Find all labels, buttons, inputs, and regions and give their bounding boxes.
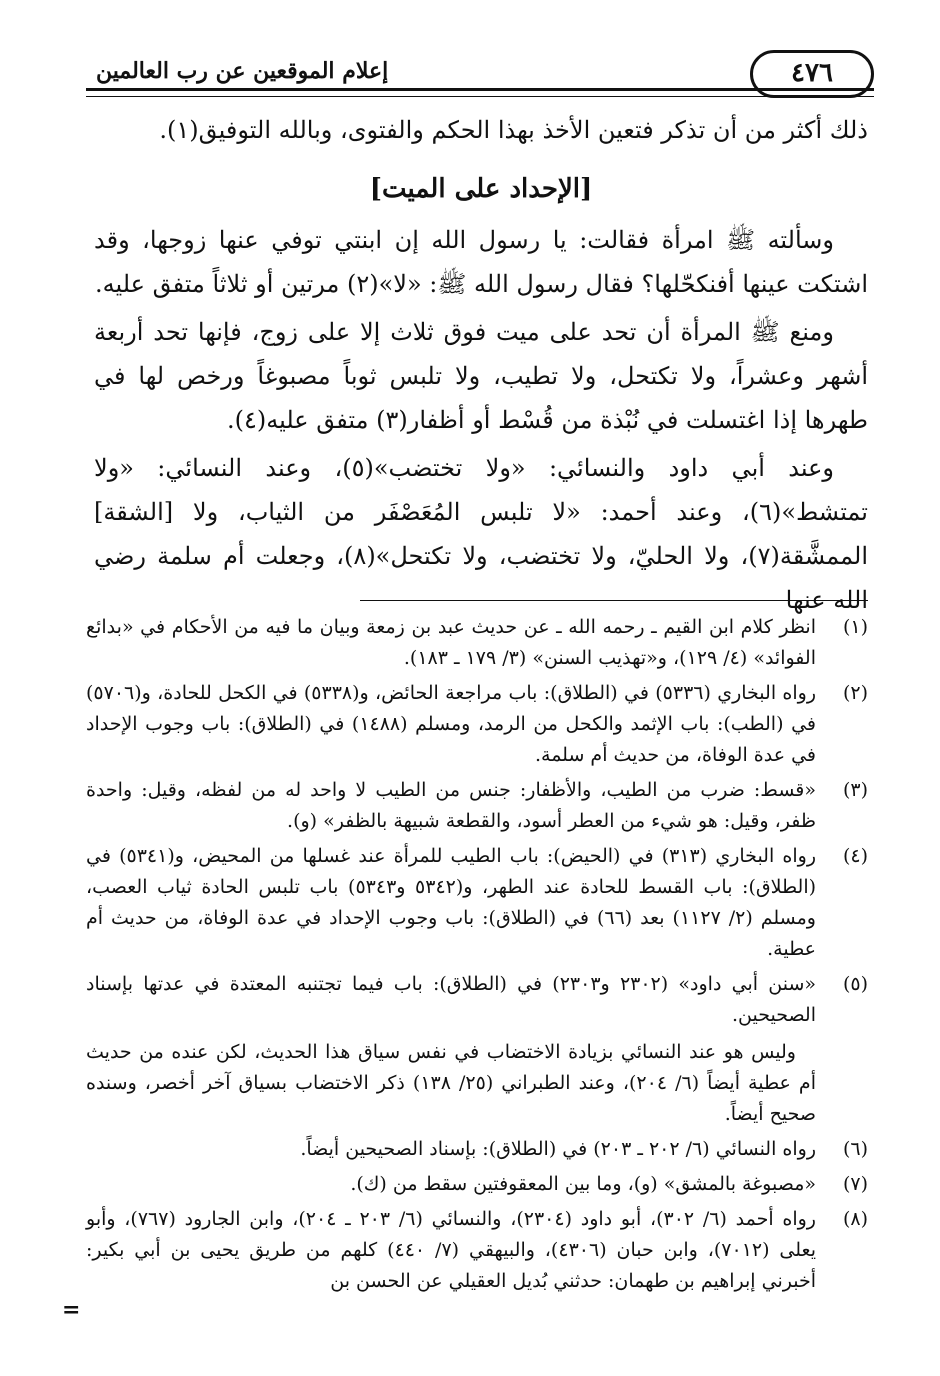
footnote-text: رواه البخاري (٣١٣) في (الحيض): باب الطيب للمرأة عند غسلها من المحيض، و(٥٣٤١) في (الطلاق): باب القسط للحادة عند الطهر، و(٥٣٤٢ و٥٣٤٣) باب تلبس الحادة ثياب العصب، ومسلم (٢/ ١١٢٧) بعد (٦٦) في (الطلاق): باب وجوب الإحداد في عدة الوفاة، من حديث أم عطية. [86, 845, 817, 960]
footnote-number: (٧) [842, 1173, 868, 1195]
footnote-text: رواه البخاري (٥٣٣٦) في (الطلاق): باب مراجعة الحائض، و(٥٣٣٨) في الكحل للحادة، و(٥٧٠٦) في (الطب): باب الإثمد والكحل من الرمد، ومسلم (١٤٨٨) في (الطلاق): باب وجوب الإحداد في عدة الوفاة، من حديث أم سلمة. [86, 682, 816, 766]
footnote-number: (٢) [842, 682, 868, 704]
continuation-mark: = [62, 1297, 81, 1323]
page-header [86, 44, 874, 100]
footnote-text: رواه النسائي (٦/ ٢٠٢ ـ ٢٠٣) في (الطلاق): بإسناد الصحيحين أيضاً. [300, 1138, 816, 1160]
footnote-separator [360, 600, 868, 601]
footnote-number: (٣) [842, 779, 868, 801]
footnote [86, 841, 868, 965]
footnote-number: (٦) [842, 1138, 868, 1160]
footnote-text: رواه أحمد (٦/ ٣٠٢)، أبو داود (٢٣٠٤)، والنسائي (٦/ ٢٠٣ ـ ٢٠٤)، وابن الجارود (٧٦٧)، وأبو يعلى (٧٠١٢)، وابن حبان (٤٣٠٦)، والبيهقي (٧/ ٤٤٠) كلهم من طريق يحيى بن أبي بكير: أخبرني إبراهيم بن طهمان: حدثني بُديل العقيلي عن الحسن بن [86, 1208, 817, 1292]
footnote-number: (٤) [842, 845, 868, 867]
footnote-text: «سنن أبي داود» (٢٣٠٢ و٢٣٠٣) في (الطلاق): باب فيما تجتنبه المعتدة في عدتها بإسناد الصحيحين. [86, 973, 816, 1026]
main-text [94, 108, 868, 622]
footnote [86, 1169, 868, 1200]
footnote-text: «مصبوغة بالمشق» (و)، وما بين المعقوفتين سقط من (ك). [350, 1173, 816, 1195]
footnote [86, 1204, 868, 1297]
body-paragraph-3: وعند أبي داود والنسائي: «ولا تختضب»(٥)، وعند النسائي: «ولا تمتشط»(٦)، وعند أحمد: «لا تلبس المُعَصْفَر من الثياب، ولا [الشقة] الممشَّقة(٧)، ولا الحليّ، ولا تختضب، ولا تكتحل»(٨)، وجعلت أم سلمة رضي الله عنها [94, 454, 869, 614]
footnote [86, 969, 868, 1031]
footnote-continuation: وليس هو عند النسائي بزيادة الاختضاب في نفس سياق هذا الحديث، لكن عنده من حديث أم عطية أيضاً (٦/ ٢٠٤)، وعند الطبراني (٢٥/ ١٣٨) ذكر الاختضاب بسياق آخر أخصر، وسنده صحيح أيضاً. [86, 1041, 816, 1125]
footnote-text: انظر كلام ابن القيم ـ رحمه الله ـ عن حديث عبد بن زمعة وبيان ما فيه من الأحكام في «بدائع الفوائد» (٤/ ١٢٩)، و«تهذيب السنن» (٣/ ١٧٩ ـ ١٨٣). [86, 616, 816, 669]
footnote [86, 612, 868, 674]
footnote-text: «قسط: ضرب من الطيب، والأظفار: جنس من الطيب لا واحد له من لفظه، وقيل: واحدة ظفر، وقيل: هو شيء من العطر أسود، والقطعة شبيهة بالظفر» (و). [86, 779, 816, 832]
footnote [86, 1134, 868, 1165]
intro-paragraph: ذلك أكثر من أن تذكر فتعين الأخذ بهذا الحكم والفتوى، وبالله التوفيق(١). [159, 116, 868, 144]
footnotes [86, 612, 868, 1301]
body-paragraph-2: ومنع ﷺ المرأة أن تحد على ميت فوق ثلاث إلا على زوج، فإنها تحد أربعة أشهر وعشراً، ولا تكتحل، ولا تطيب، ولا تلبس ثوباً مصبوغاً ورخص لها في طهرها إذا اغتسلت في نُبْذة من قُسْط أو أظفار(٣) متفق عليه(٤). [94, 318, 868, 434]
footnote-number: (٥) [842, 973, 868, 995]
footnote [86, 775, 868, 837]
running-title: إعلام الموقعين عن رب العالمين [96, 58, 389, 84]
footnote-number: (٨) [842, 1208, 868, 1230]
page-number-badge: ٤٧٦ [750, 50, 874, 98]
footnote [86, 678, 868, 771]
header-rule-thin [86, 96, 874, 97]
header-rule-thick [86, 88, 874, 91]
body-paragraph-1: وسألته ﷺ امرأة فقالت: يا رسول الله إن ابنتي توفي عنها زوجها، وقد اشتكت عينها أفنكحّلها؟ فقال رسول الله ﷺ: «لا»(٢) مرتين أو ثلاثاً متفق عليه. [94, 226, 868, 298]
footnote-number: (١) [842, 616, 868, 638]
section-title: [الإحداد على الميت] [369, 174, 593, 204]
